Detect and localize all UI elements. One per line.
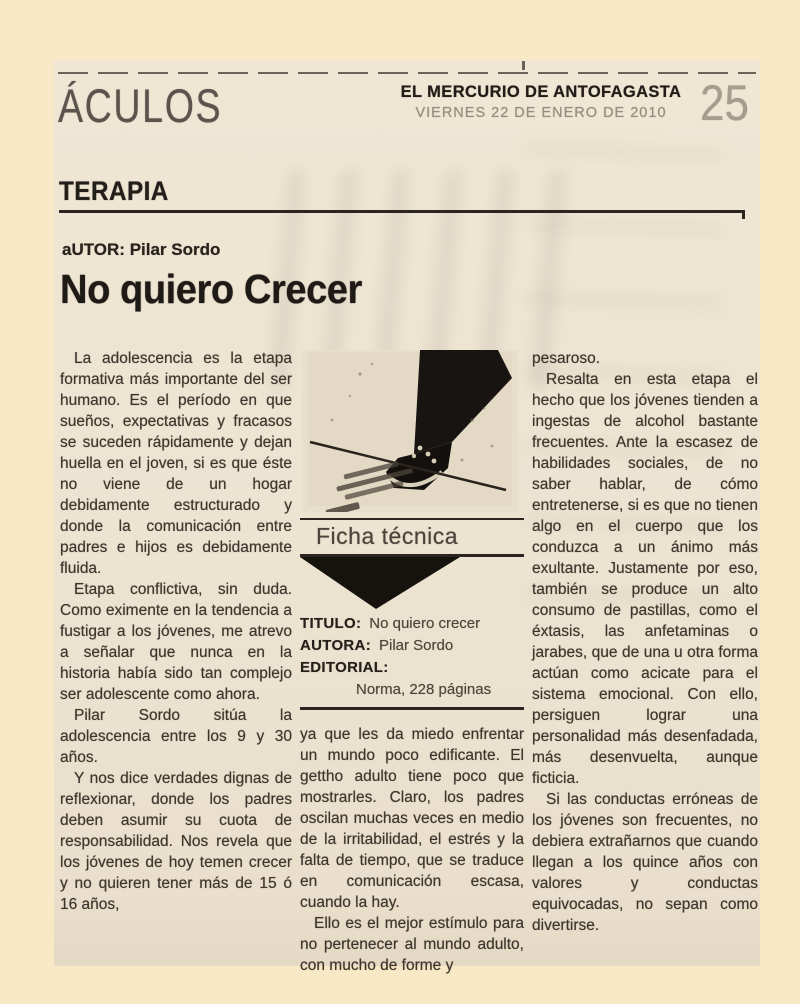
paragraph: Resalta en esta etapa el hecho que los jóvenes tienden a ingestas de alcohol bastante frecuentes. Ante la escasez de habilidades sociales, de no saber hablar, de cómo entretenerse, si es que no tienen algo en el cuerpo que los conduzca a un ánimo más exultante. Justamente por eso, también se produce un alto consumo de pastillas, como el éxtasis, las anfetaminas o jarabes, que de una u otra forma actúan como acicate para el sistema emocional. Con ello, persiguen lograr una personalidad más desenfadada, más desenvuelta, aunque ficticia. (532, 371, 758, 787)
body-column-3 (532, 348, 758, 936)
author-line: aUTOR: Pilar Sordo (62, 240, 221, 259)
editorial-label: EDITORIAL: (300, 659, 389, 676)
paragraph: La adolescencia es la etapa formativa más importante del ser humano. Es el período en que sueños, expectativas y fracasos se suceden rápidamente y dejan huella en el joven, si es que éste no viene de un hogar debidamente estructurado y donde la comunicación entre padres e hijos es debidamente fluida. (60, 350, 292, 577)
article-kicker: TERAPIA (59, 176, 169, 206)
masthead: EL MERCURIO DE ANTOFAGASTA (400, 82, 682, 101)
paragraph: Etapa conflictiva, sin duda. Como eximente en la tendencia a fustigar a los jóvenes, me atrevo a señalar que nunca en la historia había sido tan complejo ser adolescente como ahora. (60, 581, 292, 703)
ficha-tecnica-box (300, 518, 524, 710)
newspaper-page (54, 60, 760, 974)
ficha-row-autora (300, 635, 524, 657)
paragraph: Pilar Sordo sitúa la adolescencia entre los 9 y 30 años. (60, 707, 292, 766)
ficha-rows (300, 613, 524, 701)
titulo-value: No quiero crecer (369, 615, 481, 632)
book-cover-photo (302, 350, 518, 512)
ficha-row-editorial (300, 657, 524, 679)
fold-mark (522, 61, 525, 70)
editorial-detail: Norma, 228 páginas (356, 681, 492, 698)
issue-date: VIERNES 22 DE ENERO DE 2010 (415, 105, 667, 121)
article-headline: No quiero Crecer (60, 266, 362, 312)
down-arrow-icon (300, 557, 464, 611)
header-rule (58, 72, 756, 74)
paragraph: pesaroso. (532, 350, 601, 367)
ficha-heading: Ficha técnica (316, 523, 459, 549)
paragraph: ya que les da miedo enfrentar un mundo poco edificante. El gettho adulto tiene poco que mostrarles. Claro, los padres oscilan muchas veces en medio de la irritabilidad, el estrés y la falta de tiempo, que se traduce en comunicación escasa, cuando la hay. (300, 726, 524, 911)
body-column-2 (300, 348, 524, 976)
autora-label: AUTORA: (300, 637, 371, 654)
paragraph: Ello es el mejor estímulo para no pertenecer al mundo adulto, con mucho de forme y (300, 915, 524, 974)
kicker-rule (59, 210, 745, 213)
ficha-row-titulo (300, 613, 524, 635)
masthead-block (386, 82, 696, 121)
autora-value: Pilar Sordo (378, 637, 454, 654)
section-label: ÁCULOS (58, 79, 223, 132)
kicker-rule-tick (742, 210, 745, 219)
ficha-rule-bottom (300, 707, 524, 710)
paragraph: Y nos dice verdades dignas de reflexionar, donde los padres deben asumir su cuota de responsabilidad. Nos revela que los jóvenes de hoy temen crecer y no quieren tener más de 15 ó 16 años, (60, 770, 292, 913)
page-number: 25 (700, 75, 749, 131)
paragraph: Si las conductas erróneas de los jóvenes son frecuentes, no debiera extrañarnos que cuando llegan a los quince años con valores y conductas equivocadas, no sepan como divertirse. (532, 791, 758, 934)
body-column-1 (60, 348, 292, 915)
titulo-label: TITULO: (300, 615, 362, 632)
